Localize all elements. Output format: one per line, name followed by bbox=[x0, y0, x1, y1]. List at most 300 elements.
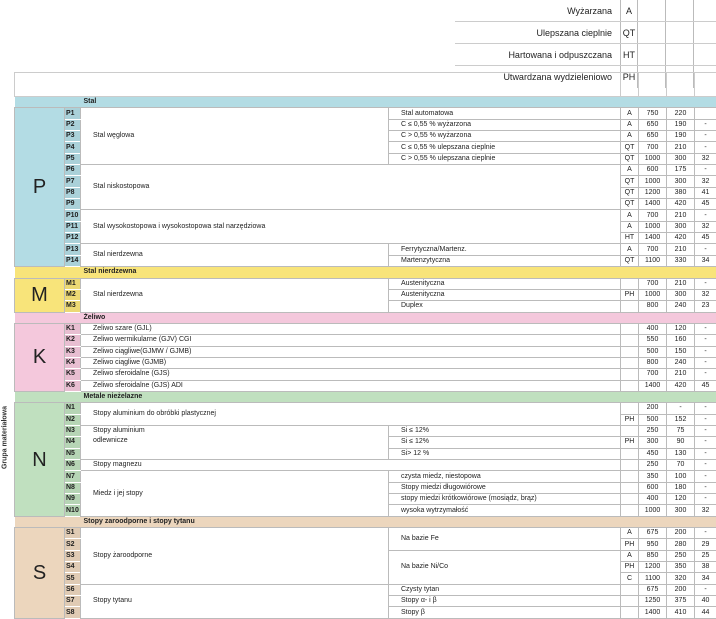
value-v3: 34 bbox=[695, 573, 716, 584]
material-code: K5 bbox=[65, 369, 81, 380]
legend-label: Wyżarzana bbox=[455, 0, 620, 21]
value-v1: 450 bbox=[639, 448, 667, 459]
value-v1: 1100 bbox=[639, 255, 667, 266]
material-subtype: C ≤ 0,55 % wyżarzona bbox=[389, 119, 621, 130]
treatment-code bbox=[621, 323, 639, 334]
value-v2: 420 bbox=[667, 380, 695, 391]
value-v2: 210 bbox=[667, 369, 695, 380]
material-code: N7 bbox=[65, 471, 81, 482]
material-description: Stopy tytanu bbox=[81, 584, 389, 618]
material-subtype: C > 0,55 % ulepszana cieplnie bbox=[389, 153, 621, 164]
material-subtype: czysta miedz, niestopowa bbox=[389, 471, 621, 482]
group-band-spacer bbox=[15, 97, 81, 108]
band-cell bbox=[639, 267, 667, 278]
group-band-row bbox=[15, 516, 716, 527]
value-v2: 300 bbox=[667, 289, 695, 300]
treatment-code bbox=[621, 357, 639, 368]
group-band-spacer bbox=[15, 391, 81, 402]
value-v2: 190 bbox=[667, 119, 695, 130]
material-code: S3 bbox=[65, 550, 81, 561]
value-v2: 152 bbox=[667, 414, 695, 425]
treatment-code bbox=[621, 607, 639, 618]
band-cell bbox=[695, 516, 716, 527]
material-code: M1 bbox=[65, 278, 81, 289]
treatment-code: PH bbox=[621, 539, 639, 550]
value-v3: 45 bbox=[695, 380, 716, 391]
material-subtype: wysoka wytrzymałość bbox=[389, 505, 621, 516]
treatment-code: A bbox=[621, 119, 639, 130]
value-v1: 1400 bbox=[639, 233, 667, 244]
value-v2: 180 bbox=[667, 482, 695, 493]
treatment-code: A bbox=[621, 528, 639, 539]
treatment-code: C bbox=[621, 573, 639, 584]
value-v3: 41 bbox=[695, 187, 716, 198]
value-v2: 210 bbox=[667, 210, 695, 221]
legend-cell bbox=[666, 22, 694, 43]
value-v2: 320 bbox=[667, 573, 695, 584]
material-description: Stal nierdzewna bbox=[81, 278, 389, 312]
value-v2: - bbox=[667, 403, 695, 414]
legend-cell bbox=[666, 0, 694, 21]
treatment-code bbox=[621, 448, 639, 459]
treatment-code: QT bbox=[621, 142, 639, 153]
material-description: Żeliwo wermikularne (GJV) CGI bbox=[81, 335, 621, 346]
material-subtype: Stopy β bbox=[389, 607, 621, 618]
table-row bbox=[15, 380, 716, 391]
treatment-code bbox=[621, 346, 639, 357]
legend-label: Utwardzana wydzieleniowo bbox=[455, 66, 620, 88]
value-v1: 1000 bbox=[639, 221, 667, 232]
band-cell bbox=[639, 391, 667, 402]
material-code: N6 bbox=[65, 460, 81, 471]
value-v2: 300 bbox=[667, 505, 695, 516]
material-code: P6 bbox=[65, 165, 81, 176]
material-subtype: Stopy α- i β bbox=[389, 596, 621, 607]
value-v1: 1200 bbox=[639, 187, 667, 198]
material-code: P9 bbox=[65, 199, 81, 210]
value-v1: 950 bbox=[639, 539, 667, 550]
value-v1: 1000 bbox=[639, 289, 667, 300]
material-code: P12 bbox=[65, 233, 81, 244]
legend-cell bbox=[638, 22, 666, 43]
value-v1: 500 bbox=[639, 414, 667, 425]
value-v1: 1400 bbox=[639, 199, 667, 210]
value-v2: 120 bbox=[667, 494, 695, 505]
table-row bbox=[15, 323, 716, 334]
value-v2: 240 bbox=[667, 301, 695, 312]
group-band-row bbox=[15, 312, 716, 323]
group-letter: P bbox=[15, 108, 65, 267]
material-code: N8 bbox=[65, 482, 81, 493]
value-v2: 420 bbox=[667, 233, 695, 244]
value-v3: - bbox=[695, 448, 716, 459]
value-v2: 220 bbox=[667, 108, 695, 119]
treatment-code: A bbox=[621, 221, 639, 232]
legend-code: HT bbox=[620, 44, 638, 65]
legend-row bbox=[455, 22, 716, 44]
material-code: S6 bbox=[65, 584, 81, 595]
material-subtype: Na bazie Ni/Co bbox=[389, 550, 621, 584]
material-subtype: Austenityczna bbox=[389, 289, 621, 300]
material-code: P11 bbox=[65, 221, 81, 232]
table-row bbox=[15, 584, 716, 595]
value-v3: 45 bbox=[695, 233, 716, 244]
material-description: Żeliwo sferoidalne (GJS) ADI bbox=[81, 380, 621, 391]
treatment-code: QT bbox=[621, 255, 639, 266]
group-band-row bbox=[15, 97, 716, 108]
value-v1: 800 bbox=[639, 301, 667, 312]
group-band-spacer bbox=[15, 516, 81, 527]
material-subtype: C ≤ 0,55 % ulepszana cieplnie bbox=[389, 142, 621, 153]
value-v3: 32 bbox=[695, 153, 716, 164]
treatment-code: A bbox=[621, 244, 639, 255]
table-row bbox=[15, 528, 716, 539]
value-v3: 34 bbox=[695, 255, 716, 266]
legend-code: A bbox=[620, 0, 638, 21]
treatment-code: PH bbox=[621, 437, 639, 448]
material-code: N4 bbox=[65, 437, 81, 448]
legend-cell bbox=[694, 44, 716, 65]
value-v2: 210 bbox=[667, 278, 695, 289]
value-v3: 44 bbox=[695, 607, 716, 618]
value-v2: 330 bbox=[667, 255, 695, 266]
value-v2: 160 bbox=[667, 335, 695, 346]
material-description: Stal niskostopowa bbox=[81, 165, 621, 210]
band-cell bbox=[667, 312, 695, 323]
material-code: P1 bbox=[65, 108, 81, 119]
value-v3: - bbox=[695, 335, 716, 346]
value-v3: 32 bbox=[695, 221, 716, 232]
material-subtype: Stal automatowa bbox=[389, 108, 621, 119]
material-subtype: C > 0,55 % wyżarzona bbox=[389, 131, 621, 142]
material-code: M3 bbox=[65, 301, 81, 312]
material-subtype: stopy miedzi krótkowiórowe (mosiądz, brąz) bbox=[389, 494, 621, 505]
table-row bbox=[15, 210, 716, 221]
treatment-code bbox=[621, 460, 639, 471]
value-v3: - bbox=[695, 346, 716, 357]
header-row bbox=[15, 73, 716, 97]
group-band-row bbox=[15, 267, 716, 278]
value-v2: 120 bbox=[667, 323, 695, 334]
material-code: S8 bbox=[65, 607, 81, 618]
value-v2: 90 bbox=[667, 437, 695, 448]
treatment-code: PH bbox=[621, 414, 639, 425]
legend-label: Ulepszana cieplnie bbox=[455, 22, 620, 43]
group-letter: K bbox=[15, 323, 65, 391]
value-v3: 45 bbox=[695, 199, 716, 210]
material-code: S2 bbox=[65, 539, 81, 550]
value-v2: 420 bbox=[667, 199, 695, 210]
legend-cell bbox=[694, 22, 716, 43]
table-row bbox=[15, 471, 716, 482]
value-v1: 1400 bbox=[639, 607, 667, 618]
treatment-code bbox=[621, 403, 639, 414]
value-v1: 1250 bbox=[639, 596, 667, 607]
material-code: M2 bbox=[65, 289, 81, 300]
value-v1: 1200 bbox=[639, 562, 667, 573]
value-v1: 650 bbox=[639, 119, 667, 130]
material-description: Stopy magnezu bbox=[81, 460, 621, 471]
value-v1: 200 bbox=[639, 403, 667, 414]
band-cell bbox=[667, 516, 695, 527]
material-subtype: Martenzytyczna bbox=[389, 255, 621, 266]
value-v1: 400 bbox=[639, 494, 667, 505]
value-v3: - bbox=[695, 165, 716, 176]
material-code: P4 bbox=[65, 142, 81, 153]
group-title: Metale nieżelazne bbox=[81, 391, 621, 402]
treatment-code bbox=[621, 505, 639, 516]
material-description: Żeliwo ciągliwe (GJMB) bbox=[81, 357, 621, 368]
group-band-spacer bbox=[15, 312, 81, 323]
table-row bbox=[15, 346, 716, 357]
value-v3: 29 bbox=[695, 539, 716, 550]
material-description: Żeliwo sferoidalne (GJS) bbox=[81, 369, 621, 380]
treatment-code: A bbox=[621, 550, 639, 561]
material-code: K1 bbox=[65, 323, 81, 334]
table-row bbox=[15, 108, 716, 119]
material-subtype: Stopy miedzi długowiórowe bbox=[389, 482, 621, 493]
value-v2: 300 bbox=[667, 176, 695, 187]
material-description: Stal wysokostopowa i wysokostopowa stal narzędziowa bbox=[81, 210, 621, 244]
treatment-code bbox=[621, 584, 639, 595]
value-v3: - bbox=[695, 244, 716, 255]
value-v1: 700 bbox=[639, 210, 667, 221]
value-v3: - bbox=[695, 482, 716, 493]
value-v3: 32 bbox=[695, 505, 716, 516]
value-v1: 700 bbox=[639, 142, 667, 153]
value-v1: 800 bbox=[639, 357, 667, 368]
value-v1: 250 bbox=[639, 460, 667, 471]
material-groups-table bbox=[14, 72, 716, 619]
material-description: Stopy aluminium odlewnicze bbox=[81, 425, 389, 459]
value-v1: 850 bbox=[639, 550, 667, 561]
value-v2: 200 bbox=[667, 528, 695, 539]
value-v3: - bbox=[695, 471, 716, 482]
value-v3: 38 bbox=[695, 562, 716, 573]
table-row bbox=[15, 369, 716, 380]
material-subtype: Na bazie Fe bbox=[389, 528, 621, 551]
value-v1: 1000 bbox=[639, 505, 667, 516]
value-v1: 600 bbox=[639, 482, 667, 493]
value-v3: - bbox=[695, 437, 716, 448]
value-v2: 130 bbox=[667, 448, 695, 459]
band-cell bbox=[695, 391, 716, 402]
legend-label: Hartowana i odpuszczana bbox=[455, 44, 620, 65]
value-v1: 1000 bbox=[639, 176, 667, 187]
treatment-code: A bbox=[621, 210, 639, 221]
value-v1: 400 bbox=[639, 323, 667, 334]
value-v3: - bbox=[695, 403, 716, 414]
value-v1: 700 bbox=[639, 244, 667, 255]
band-cell bbox=[621, 312, 639, 323]
material-code: K3 bbox=[65, 346, 81, 357]
value-v1: 500 bbox=[639, 346, 667, 357]
band-cell bbox=[639, 97, 667, 108]
band-cell bbox=[621, 267, 639, 278]
treatment-code bbox=[621, 494, 639, 505]
value-v2: 350 bbox=[667, 562, 695, 573]
band-cell bbox=[639, 516, 667, 527]
value-v1: 350 bbox=[639, 471, 667, 482]
legend-row bbox=[455, 44, 716, 66]
material-code: K6 bbox=[65, 380, 81, 391]
treatment-code: A bbox=[621, 165, 639, 176]
treatment-code bbox=[621, 482, 639, 493]
value-v3: 32 bbox=[695, 176, 716, 187]
material-code: S1 bbox=[65, 528, 81, 539]
value-v3 bbox=[695, 108, 716, 119]
material-code: S5 bbox=[65, 573, 81, 584]
value-v2: 70 bbox=[667, 460, 695, 471]
group-title: Stal bbox=[81, 97, 621, 108]
value-v3: - bbox=[695, 323, 716, 334]
value-v2: 210 bbox=[667, 244, 695, 255]
table-row bbox=[15, 244, 716, 255]
value-v3: - bbox=[695, 528, 716, 539]
material-code: S7 bbox=[65, 596, 81, 607]
material-code: P3 bbox=[65, 131, 81, 142]
treatment-code bbox=[621, 335, 639, 346]
value-v3: - bbox=[695, 142, 716, 153]
material-code: N3 bbox=[65, 425, 81, 436]
material-code: N5 bbox=[65, 448, 81, 459]
value-v1: 675 bbox=[639, 528, 667, 539]
value-v1: 1400 bbox=[639, 380, 667, 391]
material-code: P7 bbox=[65, 176, 81, 187]
treatment-code: A bbox=[621, 131, 639, 142]
band-cell bbox=[667, 391, 695, 402]
legend-code: QT bbox=[620, 22, 638, 43]
value-v3: - bbox=[695, 278, 716, 289]
material-code: P2 bbox=[65, 119, 81, 130]
band-cell bbox=[695, 267, 716, 278]
value-v2: 200 bbox=[667, 584, 695, 595]
value-v3: 40 bbox=[695, 596, 716, 607]
treatment-code: QT bbox=[621, 176, 639, 187]
group-title: Stopy zaroodporne i stopy tytanu bbox=[81, 516, 621, 527]
value-v3: - bbox=[695, 210, 716, 221]
value-v2: 375 bbox=[667, 596, 695, 607]
material-subtype: Si ≤ 12% bbox=[389, 437, 621, 448]
group-letter: M bbox=[15, 278, 65, 312]
material-description: Stopy żaroodporne bbox=[81, 528, 389, 585]
treatment-code bbox=[621, 596, 639, 607]
value-v3: - bbox=[695, 369, 716, 380]
value-v2: 240 bbox=[667, 357, 695, 368]
material-code: N2 bbox=[65, 414, 81, 425]
legend-cell bbox=[666, 44, 694, 65]
value-v1: 550 bbox=[639, 335, 667, 346]
value-v3: - bbox=[695, 584, 716, 595]
material-code: P10 bbox=[65, 210, 81, 221]
treatment-code: HT bbox=[621, 233, 639, 244]
material-subtype: Si> 12 % bbox=[389, 448, 621, 459]
group-letter: S bbox=[15, 528, 65, 619]
table-row bbox=[15, 425, 716, 436]
table-row bbox=[15, 357, 716, 368]
legend-cell bbox=[694, 0, 716, 21]
treatment-code bbox=[621, 471, 639, 482]
material-description: Stal węglowa bbox=[81, 108, 389, 165]
group-letter: N bbox=[15, 403, 65, 516]
legend-cell bbox=[638, 0, 666, 21]
material-description: Stal nierdzewna bbox=[81, 244, 389, 267]
treatment-code: QT bbox=[621, 199, 639, 210]
group-band-row bbox=[15, 391, 716, 402]
value-v3: - bbox=[695, 425, 716, 436]
value-v3: - bbox=[695, 414, 716, 425]
value-v1: 700 bbox=[639, 278, 667, 289]
band-cell bbox=[621, 97, 639, 108]
treatment-code bbox=[621, 369, 639, 380]
material-subtype: Austenityczna bbox=[389, 278, 621, 289]
treatment-code: PH bbox=[621, 289, 639, 300]
material-code: K4 bbox=[65, 357, 81, 368]
table-row bbox=[15, 335, 716, 346]
value-v3: 23 bbox=[695, 301, 716, 312]
group-title: Stal nierdzewna bbox=[81, 267, 621, 278]
value-v2: 250 bbox=[667, 550, 695, 561]
material-subtype: Duplex bbox=[389, 301, 621, 312]
material-code: P8 bbox=[65, 187, 81, 198]
band-cell bbox=[695, 312, 716, 323]
value-v3: 32 bbox=[695, 289, 716, 300]
value-v2: 100 bbox=[667, 471, 695, 482]
material-code: P5 bbox=[65, 153, 81, 164]
side-label: Grupa materiałowa bbox=[2, 393, 9, 483]
material-code: P14 bbox=[65, 255, 81, 266]
legend-row bbox=[455, 0, 716, 22]
material-code: P13 bbox=[65, 244, 81, 255]
treatment-code bbox=[621, 278, 639, 289]
material-description: Żeliwo szare (GJL) bbox=[81, 323, 621, 334]
treatment-code: QT bbox=[621, 153, 639, 164]
material-subtype: Czysty tytan bbox=[389, 584, 621, 595]
legend-cell bbox=[638, 44, 666, 65]
material-code: K2 bbox=[65, 335, 81, 346]
value-v2: 280 bbox=[667, 539, 695, 550]
group-band-spacer bbox=[15, 267, 81, 278]
value-v2: 75 bbox=[667, 425, 695, 436]
value-v3: - bbox=[695, 460, 716, 471]
treatment-code bbox=[621, 425, 639, 436]
treatment-code: A bbox=[621, 108, 639, 119]
table-row bbox=[15, 403, 716, 414]
value-v2: 300 bbox=[667, 221, 695, 232]
band-cell bbox=[639, 312, 667, 323]
band-cell bbox=[621, 516, 639, 527]
value-v1: 675 bbox=[639, 584, 667, 595]
band-cell bbox=[695, 97, 716, 108]
material-code: N9 bbox=[65, 494, 81, 505]
band-cell bbox=[667, 97, 695, 108]
value-v1: 1100 bbox=[639, 573, 667, 584]
band-cell bbox=[667, 267, 695, 278]
value-v2: 190 bbox=[667, 131, 695, 142]
treatment-code bbox=[621, 380, 639, 391]
material-code: S4 bbox=[65, 562, 81, 573]
treatment-code: QT bbox=[621, 187, 639, 198]
value-v1: 700 bbox=[639, 369, 667, 380]
value-v3: - bbox=[695, 119, 716, 130]
material-code: N10 bbox=[65, 505, 81, 516]
value-v2: 410 bbox=[667, 607, 695, 618]
value-v1: 650 bbox=[639, 131, 667, 142]
value-v3: 25 bbox=[695, 550, 716, 561]
value-v3: - bbox=[695, 494, 716, 505]
value-v2: 380 bbox=[667, 187, 695, 198]
value-v2: 300 bbox=[667, 153, 695, 164]
